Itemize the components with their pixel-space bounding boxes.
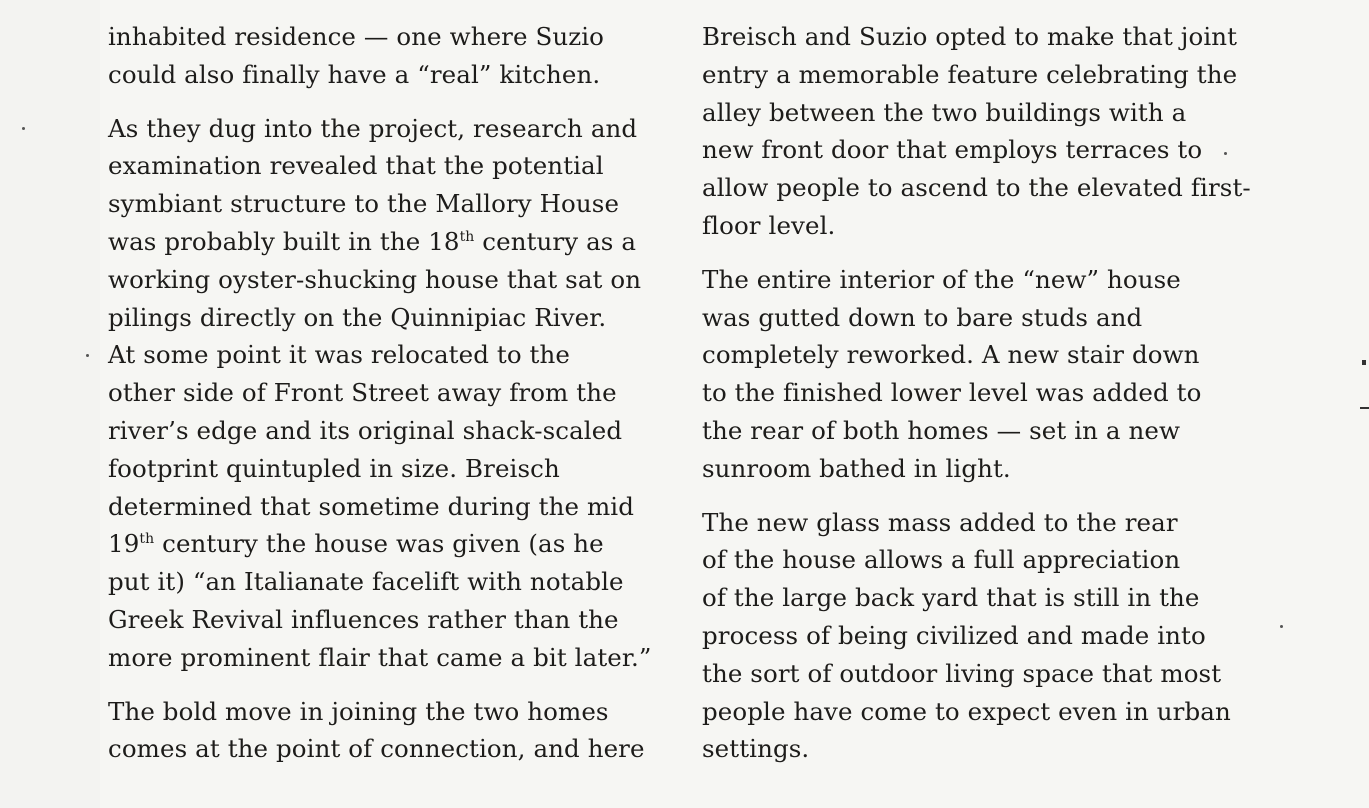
text-line: The bold move in joining the two homes <box>108 696 609 726</box>
text-line: The entire interior of the “new” house <box>702 264 1181 294</box>
text-line: to the finished lower level was added to <box>702 378 1202 408</box>
edge-mark <box>1360 407 1369 409</box>
text-line: footprint quintupled in size. Breisch <box>108 453 560 483</box>
text-fragment: century the house was given (as he <box>154 529 604 559</box>
text-line: At some point it was relocated to the <box>108 340 570 370</box>
text-line: symbiant structure to the Mallory House <box>108 189 620 219</box>
paragraph-joint-entry <box>702 18 1272 245</box>
text-line: Greek Revival influences rather than the <box>108 604 619 634</box>
text-line: pilings directly on the Quinnipiac River. <box>108 302 607 332</box>
text-line: determined that sometime during the mid <box>108 491 634 521</box>
text-line: settings. <box>702 734 810 764</box>
text-line: entry a memorable feature celebrating the <box>702 59 1238 89</box>
text-line: the sort of outdoor living space that most <box>702 658 1222 688</box>
text-fragment: century as a <box>474 226 637 256</box>
text-fragment: 19 <box>108 529 140 559</box>
superscript-ordinal: th <box>139 531 155 548</box>
scan-speck <box>1224 152 1227 155</box>
text-line: more prominent flair that came a bit later.” <box>108 642 652 672</box>
text-line: examination revealed that the potential <box>108 151 604 181</box>
paragraph-glass-mass <box>702 504 1272 769</box>
text-line: alley between the two buildings with a <box>702 97 1187 127</box>
paragraph-research <box>108 110 683 677</box>
text-line: The new glass mass added to the rear <box>702 507 1178 537</box>
text-line <box>108 525 683 563</box>
text-line: river’s edge and its original shack-scaled <box>108 415 623 445</box>
page-margin <box>0 0 100 808</box>
text-line: process of being civilized and made into <box>702 620 1206 650</box>
text-line: other side of Front Street away from the <box>108 378 617 408</box>
paragraph-interior <box>702 261 1272 488</box>
text-line: could also finally have a “real” kitchen. <box>108 59 601 89</box>
text-fragment: was probably built in the 18 <box>108 226 460 256</box>
text-line: new front door that employs terraces to <box>702 135 1203 165</box>
text-line: inhabited residence — one where Suzio <box>108 22 605 51</box>
paragraph-kitchen <box>108 18 683 94</box>
text-line: comes at the point of connection, and here <box>108 734 645 764</box>
text-line: floor level. <box>702 210 836 240</box>
text-line: completely reworked. A new stair down <box>702 340 1200 370</box>
superscript-ordinal: th <box>459 228 475 245</box>
text-line: working oyster-shucking house that sat on <box>108 264 642 294</box>
text-line: people have come to expect even in urban <box>702 696 1231 726</box>
text-line: of the large back yard that is still in the <box>702 583 1200 613</box>
edge-mark <box>1362 360 1366 365</box>
text-line: sunroom bathed in light. <box>702 453 1011 483</box>
text-line: allow people to ascend to the elevated first- <box>702 173 1251 203</box>
text-line: the rear of both homes — set in a new <box>702 415 1181 445</box>
text-line: was gutted down to bare studs and <box>702 302 1143 332</box>
left-text-column <box>108 18 683 784</box>
text-line: put it) “an Italianate facelift with notable <box>108 567 624 597</box>
text-line: of the house allows a full appreciation <box>702 545 1181 575</box>
text-line: Breisch and Suzio opted to make that joint <box>702 22 1238 51</box>
text-line <box>108 223 683 261</box>
scan-speck <box>1280 625 1283 628</box>
scan-speck <box>86 354 89 357</box>
right-text-column <box>702 18 1272 784</box>
paragraph-bold-move <box>108 693 683 769</box>
text-line: As they dug into the project, research and <box>108 113 638 143</box>
scan-speck <box>22 127 25 130</box>
